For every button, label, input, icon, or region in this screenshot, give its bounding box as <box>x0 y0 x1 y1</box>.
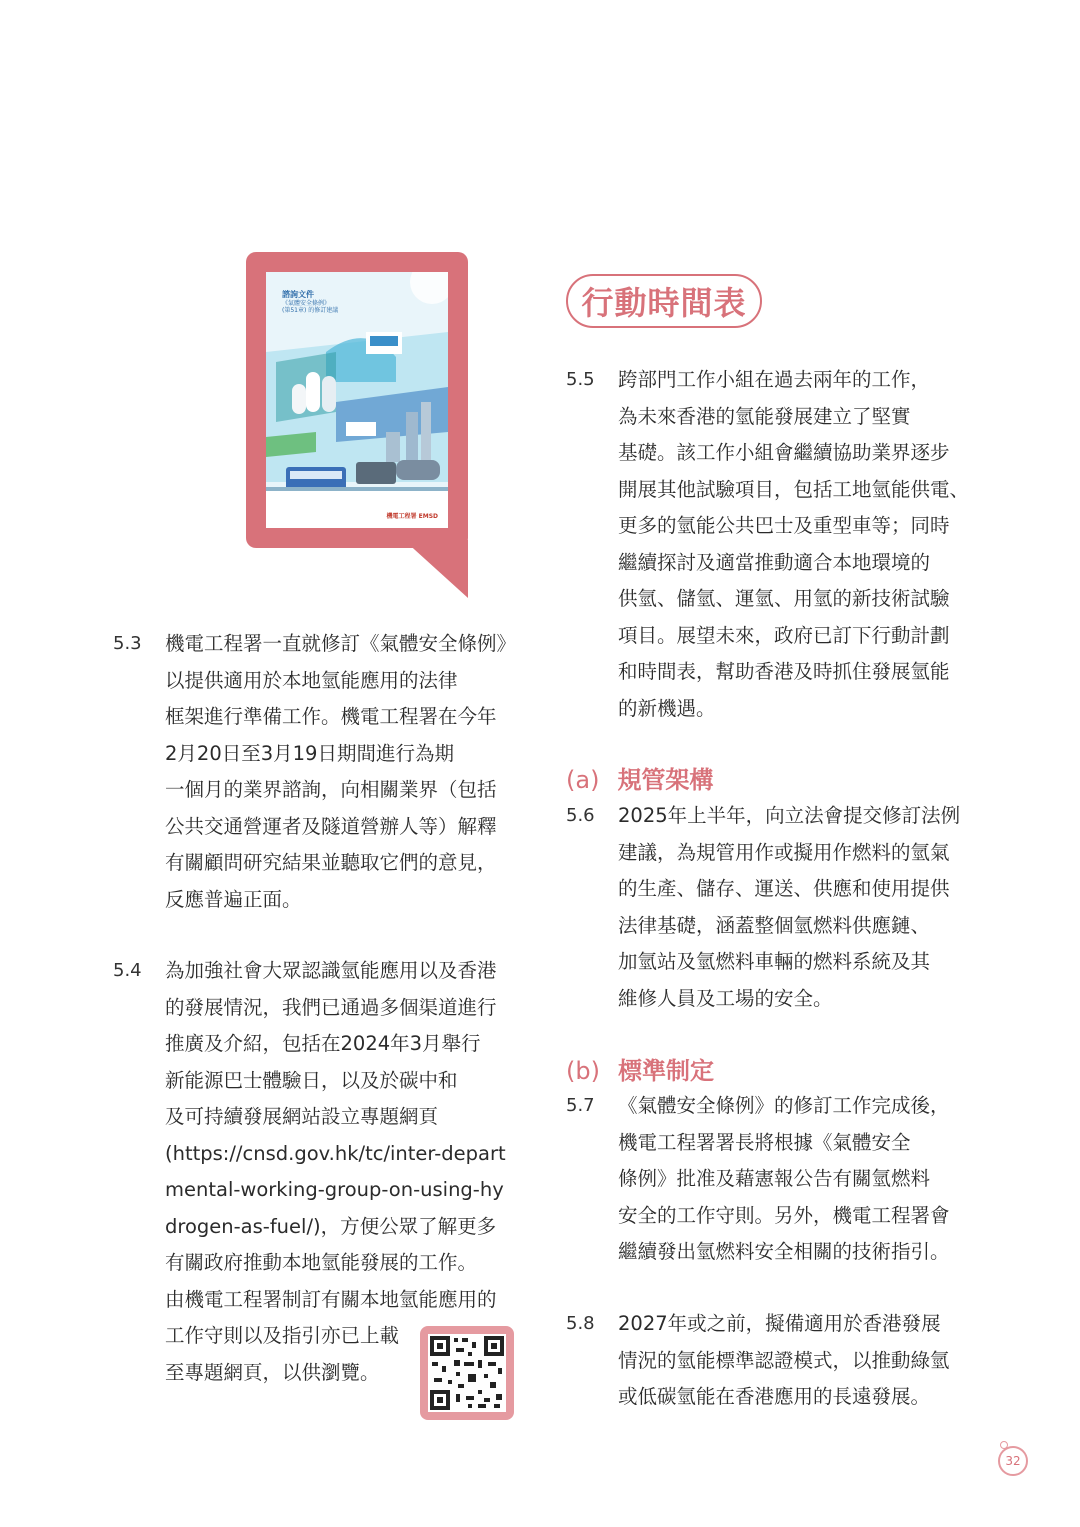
paragraph-number: 5.5 <box>566 369 595 390</box>
paragraph-text: 機電工程署一直就修訂《氣體安全條例》 以提供適用於本地氫能應用的法律 框架進行準備工作。機電工程署在今年 2月20日至3月19日期間進行為期 一個月的業界諮詢，向相關業界（包括 公共交通營運者及隧道營辦人等）解釋 有關顧問研究結果並聽取它們的意見， 反應普遍正面。 <box>165 632 517 911</box>
subheading-title: 規管架構 <box>617 766 714 794</box>
paragraph-5-7 <box>566 1088 971 1278</box>
page-number: 32 <box>998 1446 1028 1476</box>
speech-bubble-tail <box>404 540 468 598</box>
subheading-letter: (b) <box>566 1057 600 1085</box>
paragraph-text: 2027年或之前，擬備適用於香港發展 情況的氫能標準認證模式，以推動綠氫 或低碳氫能在香港應用的長遠發展。 <box>618 1312 950 1408</box>
qr-code[interactable] <box>420 1326 514 1420</box>
page-number-decoration <box>1000 1441 1008 1449</box>
paragraph-text: 《氣體安全條例》的修訂工作完成後， 機電工程署署長將根據《氣體安全 條例》批准及藉憲報公告有關氫燃料 安全的工作守則。另外，機電工程署會 繼續發出氫燃料安全相關的技術指引。 <box>618 1094 950 1263</box>
emsd-logo: 機電工程署 EMSD <box>386 513 438 520</box>
subheading-title: 標準制定 <box>617 1057 714 1085</box>
paragraph-number: 5.4 <box>113 960 142 981</box>
cover-title <box>282 290 432 314</box>
paragraph-5-5 <box>566 362 971 732</box>
consultation-document-cover <box>266 272 448 528</box>
timeline-heading: 行動時間表 <box>566 274 762 328</box>
paragraph-text: 跨部門工作小組在過去兩年的工作， 為未來香港的氫能發展建立了堅實 基礎。該工作小組會繼續協助業界逐步 開展其他試驗項目，包括工地氫能供電、 更多的氫能公共巴士及重型車等；同時 繼續探討及適當推動適合本地環境的 供氫、儲氫、運氫、用氫的新技術試驗 項目。展望未來，政府已訂下行動計劃 和時間表，幫助香港及時抓住發展氫能 的新機遇。 <box>618 368 970 720</box>
cover-title-line3: (第51章) 的修訂建議 <box>282 307 339 314</box>
paragraph-number: 5.8 <box>566 1313 595 1334</box>
paragraph-text: 2025年上半年，向立法會提交修訂法例 建議，為規管用作或擬用作燃料的氫氣 的生產、儲存、運送、供應和使用提供 法律基礎，涵蓋整個氫燃料供應鏈、 加氫站及氫燃料車輛的燃料系統及其 維修人員及工場的安全。 <box>618 804 961 1010</box>
cover-title-line1: 諮詢文件 <box>282 290 314 299</box>
paragraph-number: 5.6 <box>566 805 595 826</box>
subheading-letter: (a) <box>566 766 600 794</box>
paragraph-5-8 <box>566 1306 971 1421</box>
paragraph-number: 5.7 <box>566 1095 595 1116</box>
paragraph-text: 為加強社會大眾認識氫能應用以及香港 的發展情況，我們已通過多個渠道進行 推廣及介紹，包括在2024年3月舉行 新能源巴士體驗日，以及於碳中和 及可持續發展網站設立專題網頁 (https://cnsd.gov.hk/tc/inter-depart mental-working-group-on-using-hy drogen-as-fuel/)，方便公眾了解更多 有關政府推動本地氫能發展的工作。 由機電工程署制訂有關本地氫能應用的 工作守則以及指引亦已上載 至專題網頁，以供瀏覽。 <box>165 959 506 1384</box>
qr-code-icon <box>428 1334 506 1412</box>
cover-title-line2: 《氣體安全條例》 <box>282 300 331 307</box>
subheading-standards <box>566 1051 714 1086</box>
paragraph-5-3 <box>113 626 518 926</box>
paragraph-number: 5.3 <box>113 633 142 654</box>
subheading-regulatory-framework <box>566 760 713 795</box>
paragraph-5-6 <box>566 798 971 1023</box>
